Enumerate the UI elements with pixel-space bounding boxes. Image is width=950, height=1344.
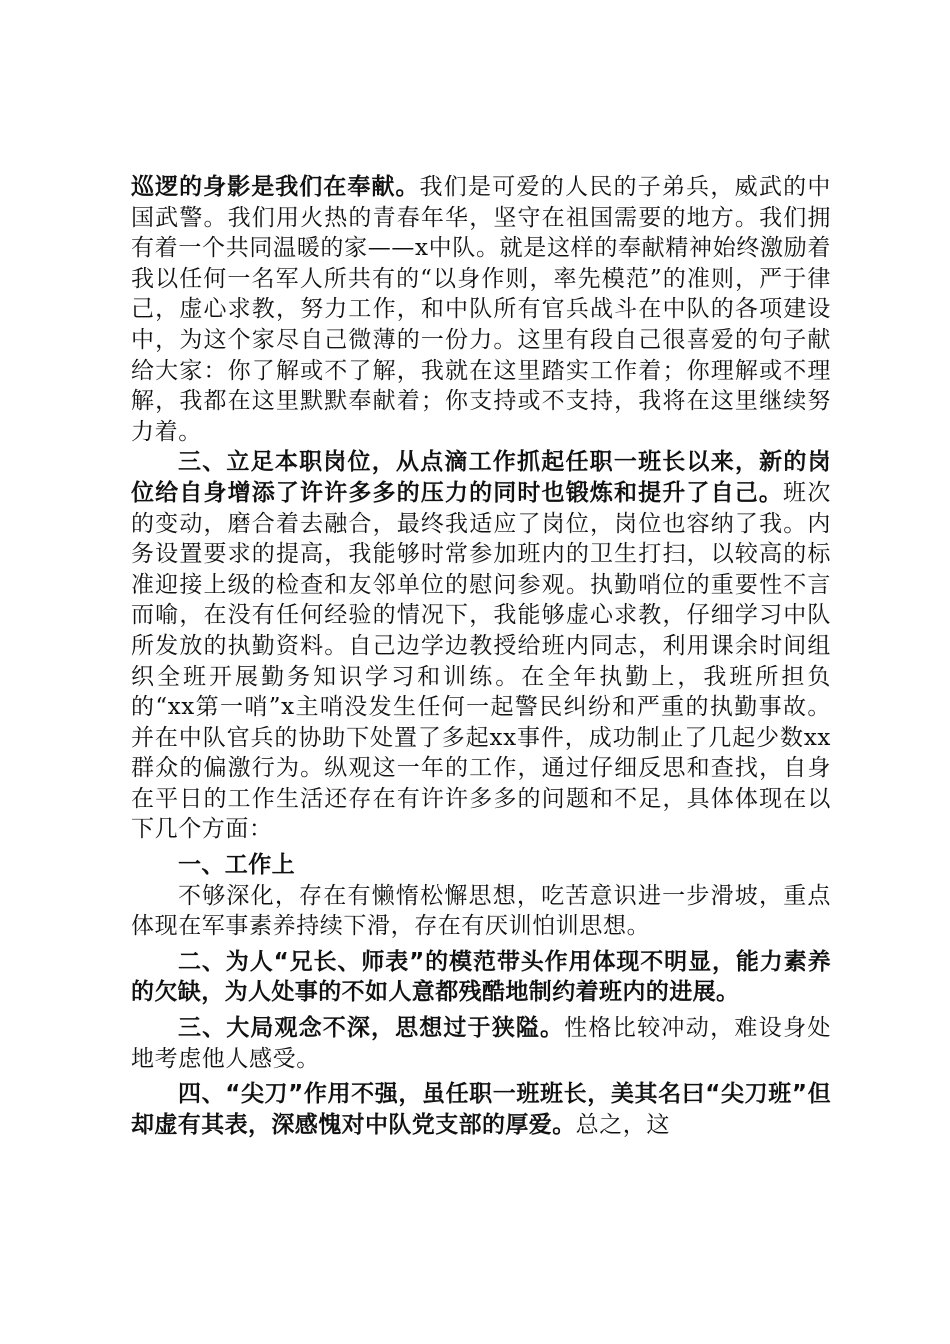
section-two-leadership xyxy=(131,947,831,1008)
paragraph-work-issues: 不够深化，存在有懒惰松懈思想，吃苦意识进一步滑坡，重点体现在军事素养持续下滑，存在有厌训怕训思想。 xyxy=(131,882,831,940)
section-three-outlook xyxy=(131,1013,831,1074)
section-heading: 三、大局观念不深，思想过于狭隘。 xyxy=(178,1015,565,1042)
section-four-spearhead xyxy=(131,1079,831,1140)
paragraph-text: 班次的变动，磨合着去融合，最终我适应了岗位，岗位也容纳了我。内务设置要求的提高，我能够时常参加班内的卫生打扫，以较高的标准迎接上级的检查和友邻单位的慰问参观。执勤哨位的重要性不言而喻，在没有任何经验的情况下，我能够虚心求教，仔细学习中队所发放的执勤资料。自己边学边教授给班内同志，利用课余时间组织全班开展勤务知识学习和训练。在全年执勤上，我班所担负的“xx第一哨”x主哨没发生任何一起警民纠纷和严重的执勤事故。并在中队官兵的协助下处置了多起xx事件，成功制止了几起少数xx群众的偏激行为。纵观这一年的工作，通过仔细反思和查找，自身在平日的工作生活还存在有许许多多的问题和不足，具体体现在以下几个方面： xyxy=(131,479,831,843)
section-heading: 二、为人“兄长、师表”的模范带头作用体现不明显，能力素养的欠缺，为人处事的不如人意都残酷地制约着班内的进展。 xyxy=(131,948,831,1006)
document-body xyxy=(131,172,831,1140)
paragraph-text: 性格比较冲动，难设身处地考虑他人感受。 xyxy=(131,1015,831,1072)
section-heading: 四、“尖刀”作用不强，虽任职一班班长，美其名曰“尖刀班”但却虚有其表，深感愧对中队党支部的厚爱。 xyxy=(131,1081,831,1138)
paragraph-lead: 巡逻的身影是我们在奉献。 xyxy=(131,174,420,200)
section-heading: 三、立足本职岗位，从点滴工作抓起任职一班长以来，新的岗位给自身增添了许许多多的压力的同时也锻炼和提升了自己。 xyxy=(131,449,831,506)
paragraph-text: 总之，这 xyxy=(575,1111,671,1138)
heading-work: 一、工作上 xyxy=(178,852,295,879)
paragraph-text: 我们是可爱的人民的子弟兵，威武的中国武警。我们用火热的青春年华，坚守在祖国需要的地方。我们拥有着一个共同温暖的家——x中队。就是这样的奉献精神始终激励着我以任何一名军人所共有的“以身作则，率先模范”的准则，严于律己，虚心求教，努力工作，和中队所有官兵战斗在中队的各项建设中，为这个家尽自己微薄的一份力。这里有段自己很喜爱的句子献给大家：你了解或不了解，我就在这里踏实工作着；你理解或不理解，我都在这里默默奉献着；你支持或不支持，我将在这里继续努力着。 xyxy=(131,174,831,445)
paragraph-dedication xyxy=(131,172,831,447)
section-three-post xyxy=(131,447,831,845)
